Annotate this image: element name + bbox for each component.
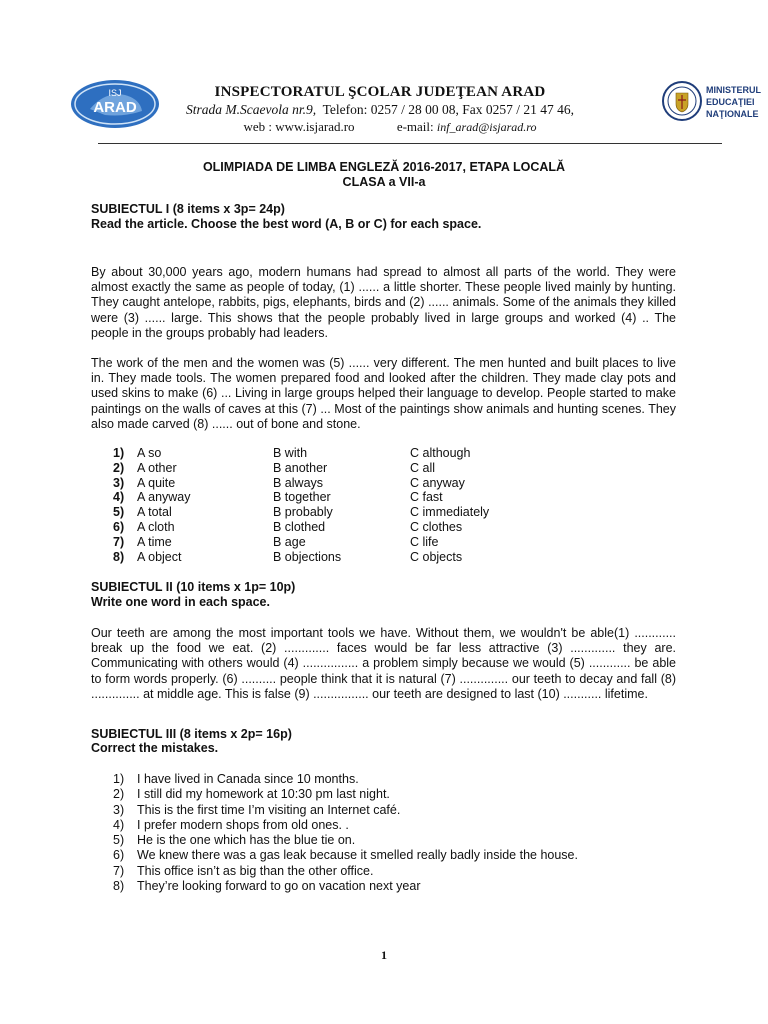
option-c: C anyway [410, 475, 465, 490]
paragraph-text: The work of the men and the women was (5) ...... very different. The men hunted and built places to live in. They made tools. The women prepared food and looked after the children. They made clay pots and used skins to make (6) ... Living in large groups helped their language to develop. People started to make paintings on the walls of caves at this (7) ... Most of the paintings show animals and hunting scenes. They also made carved (8) ...... out of bone and stone. [91, 356, 676, 431]
option-b: B another [273, 460, 328, 475]
option-number: 8) [113, 549, 125, 564]
ministry-line2: EDUCAŢIEI [706, 97, 755, 107]
class-title: CLASA a VII-a [342, 175, 426, 189]
item-number: 5) [113, 833, 125, 848]
item-number: 3) [113, 802, 125, 817]
subject1-heading: SUBIECTUL I (8 items x 3p= 24p) [91, 202, 285, 216]
item-number: 4) [113, 817, 125, 832]
subject2-heading: SUBIECTUL II (10 items x 1p= 10p) [91, 580, 296, 594]
option-a: A object [137, 549, 182, 564]
header-divider [98, 143, 722, 144]
list-item [113, 848, 673, 863]
item-number: 2) [113, 787, 125, 802]
item-number: 1) [113, 772, 125, 786]
address-line [160, 102, 600, 118]
item-number: 7) [113, 863, 125, 878]
list-item [113, 864, 673, 879]
list-item [113, 772, 673, 787]
page-number: 1 [381, 948, 387, 962]
item-text: This is the first time I’m visiting an Internet café. [137, 802, 401, 817]
item-text: He is the one which has the blue tie on. [137, 833, 356, 848]
address-phones: Telefon: 0257 / 28 00 08, Fax 0257 / 21 47 46, [322, 102, 575, 117]
option-number: 2) [113, 460, 125, 475]
option-a: A cloth [137, 519, 175, 534]
item-number: 8) [113, 879, 125, 894]
web-email-line [200, 119, 580, 135]
subject3-instruction: Correct the mistakes. [91, 741, 219, 755]
option-row [113, 550, 613, 565]
option-b: B clothed [273, 519, 326, 534]
subject1-paragraph2 [91, 356, 676, 432]
ministry-logo [662, 80, 762, 124]
option-c: C clothes [410, 519, 463, 534]
olympiad-title: OLIMPIADA DE LIMBA ENGLEZĂ 2016-2017, ETAPA LOCALĂ [202, 160, 566, 174]
list-item [113, 833, 673, 848]
option-number: 6) [113, 519, 125, 534]
ministry-line1: MINISTERUL [706, 85, 761, 95]
option-c: C all [410, 460, 436, 475]
option-b: B together [273, 490, 331, 505]
option-c: C although [410, 446, 471, 460]
item-number: 6) [113, 848, 125, 863]
inspectorate-title: INSPECTORATUL ŞCOLAR JUDEŢEAN ARAD [214, 84, 546, 100]
subject1-paragraph1 [91, 265, 676, 341]
option-c: C fast [410, 490, 443, 505]
item-text: They’re looking forward to go on vacation next year [137, 879, 421, 894]
list-item [113, 803, 673, 818]
option-number: 3) [113, 475, 125, 490]
list-item [113, 879, 673, 894]
option-b: B objections [273, 549, 342, 564]
option-a: A other [137, 460, 177, 475]
subject2-instruction: Write one word in each space. [91, 595, 270, 609]
option-b: B with [273, 446, 308, 460]
paragraph-text: Our teeth are among the most important tools we have. Without them, we wouldn't be able(1) ............ break up the food we eat. (2) ............. faces would be far less attractive (3) ............. they are. Communicating with others would (4) ................ a problem simply because we would (5) ............ be able to form words properly. (6) .......... people think that it is natural (7) .............. our teeth to decay and fall (8) .............. at middle age. This is false (9) ................ our teeth are designed to last (10) ........... lifetime. [91, 626, 676, 701]
option-number: 1) [113, 446, 125, 460]
option-row [113, 520, 613, 535]
web-link[interactable]: web : www.isjarad.ro [243, 119, 355, 134]
email-link[interactable]: inf_arad@isjarad.ro [436, 120, 537, 134]
option-row [113, 476, 613, 491]
option-b: B probably [273, 505, 333, 520]
ministry-line3: NAŢIONALE [706, 109, 759, 119]
subject3-heading: SUBIECTUL III (8 items x 2p= 16p) [91, 727, 292, 741]
address-street: Strada M.Scaevola nr.9, [185, 102, 317, 117]
list-item [113, 818, 673, 833]
option-row [113, 446, 613, 461]
option-c: C objects [410, 549, 463, 564]
option-number: 5) [113, 505, 125, 520]
paragraph-text: By about 30,000 years ago, modern humans had spread to almost all parts of the world. They were almost exactly the same as people of today, (1) ...... a little shorter. These people lived mainly by hunting. They caught antelope, rabbits, pigs, elephants, birds and (2) ...... animals. Some of the animals they killed were (3) ...... large. This shows that the people probably lived in large groups and worked (4) .. The people in the groups probably had leaders. [91, 265, 676, 340]
isj-arad-logo [70, 79, 160, 129]
subject1-instruction: Read the article. Choose the best word (A, B or C) for each space. [91, 217, 482, 231]
logo-arad-text: ARAD [93, 99, 137, 116]
item-text: We knew there was a gas leak because it smelled really badly inside the house. [137, 848, 578, 863]
option-a: A quite [137, 475, 176, 490]
corrections-list [113, 772, 673, 894]
item-text: I have lived in Canada since 10 months. [137, 772, 359, 786]
option-row [113, 490, 613, 505]
option-a: A anyway [137, 490, 191, 505]
item-text: This office isn’t as big than the other office. [137, 863, 374, 878]
option-c: C life [410, 534, 439, 549]
option-number: 7) [113, 534, 125, 549]
option-row [113, 535, 613, 550]
option-b: B always [273, 475, 324, 490]
options-table [113, 446, 613, 564]
option-a: A so [137, 446, 162, 460]
item-text: I prefer modern shops from old ones. . [137, 817, 349, 832]
option-a: A total [137, 505, 172, 520]
option-number: 4) [113, 490, 125, 505]
item-text: I still did my homework at 10:30 pm last night. [137, 787, 390, 802]
option-row [113, 461, 613, 476]
email-label: e-mail: [396, 119, 434, 134]
option-c: C immediately [410, 505, 490, 520]
option-a: A time [137, 534, 172, 549]
option-row [113, 505, 613, 520]
list-item [113, 787, 673, 802]
subject2-paragraph [91, 626, 676, 702]
logo-isj-text: ISJ [108, 88, 122, 98]
option-b: B age [273, 534, 306, 549]
